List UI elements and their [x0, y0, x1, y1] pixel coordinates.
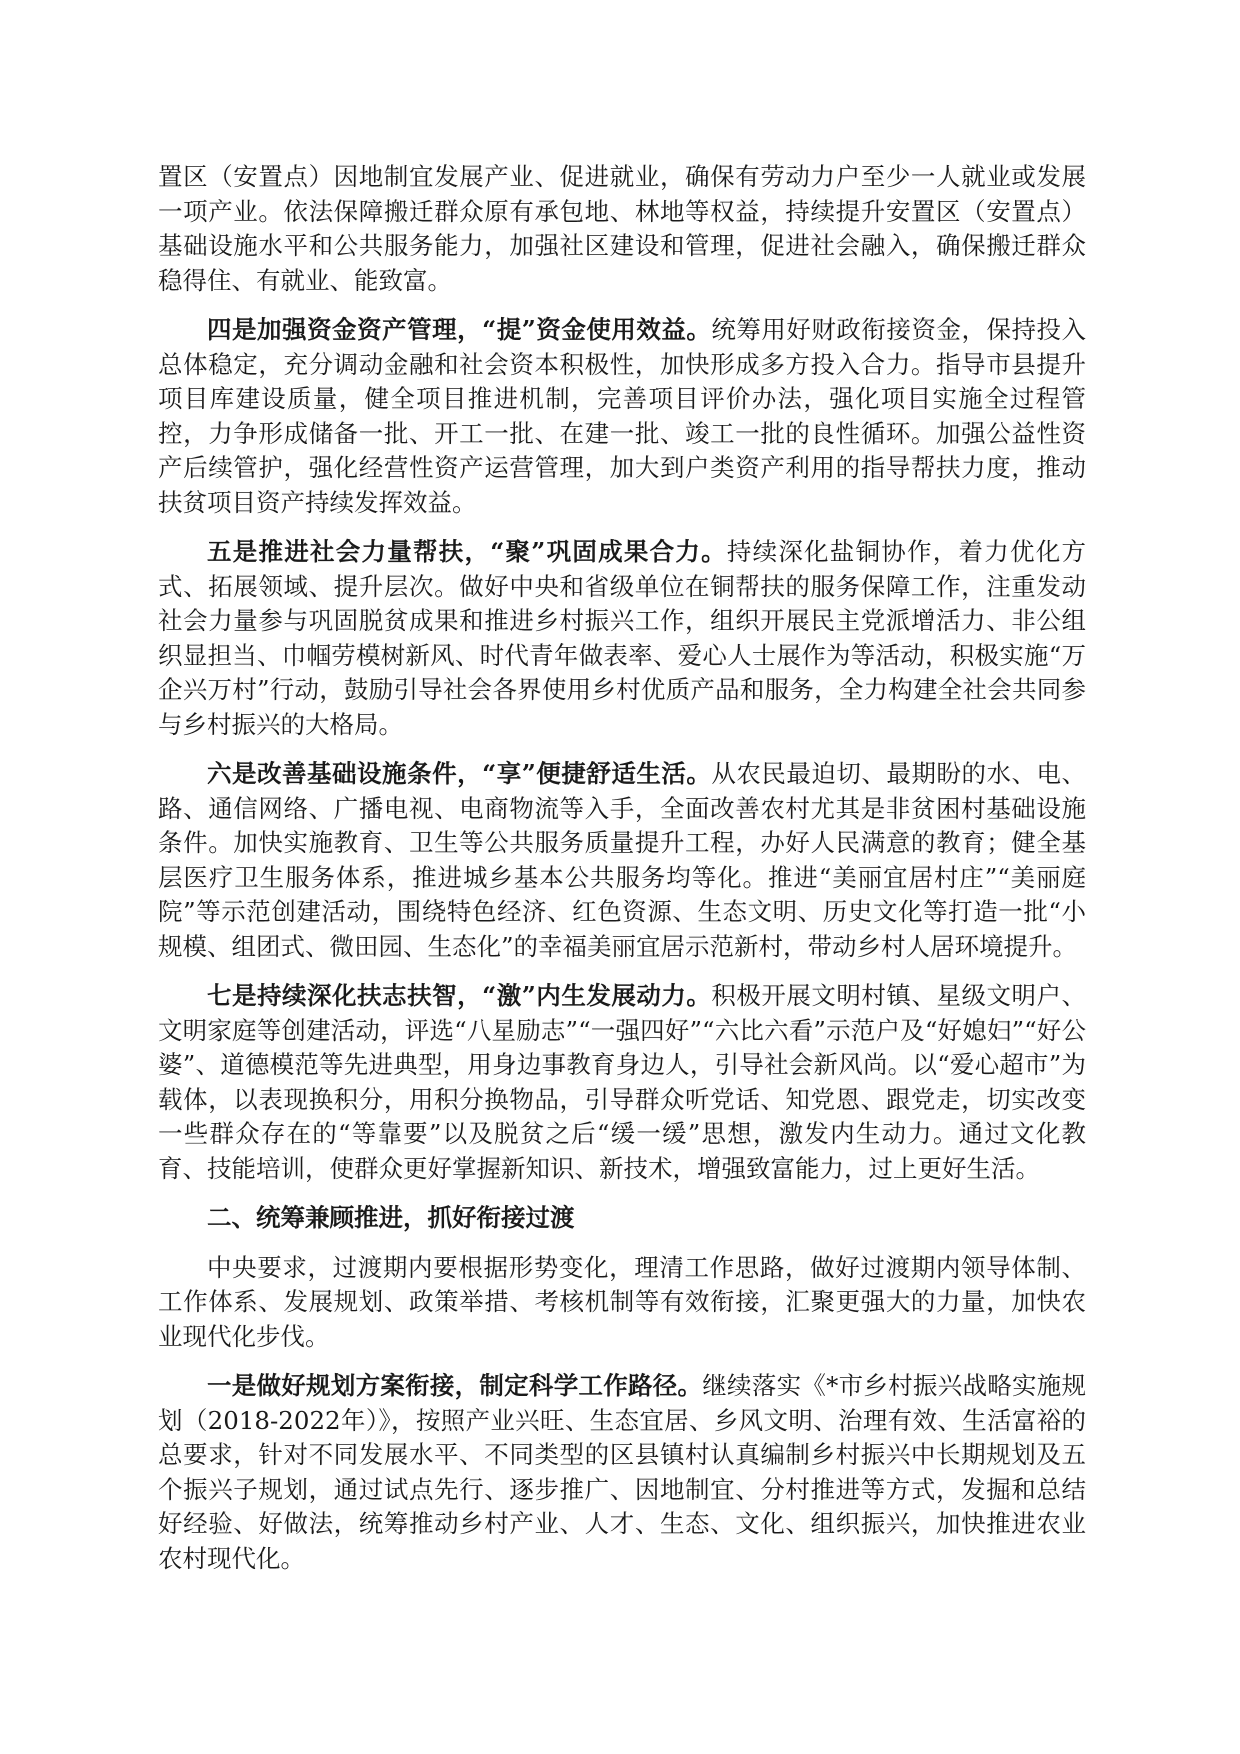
paragraph-point-four: [158, 313, 1086, 520]
paragraph-text: 从农民最迫切、最期盼的水、电、路、通信网络、广播电视、电商物流等入手，全面改善农村尤其是非贫困村基础设施条件。加快实施教育、卫生等公共服务质量提升工程，办好人民满意的教育；健全基层医疗卫生服务体系，推进城乡基本公共服务均等化。推进“美丽宜居村庄”“美丽庭院”等示范创建活动，围绕特色经济、红色资源、生态文明、历史文化等打造一批“小规模、组团式、微田园、生态化”的幸福美丽宜居示范新村，带动乡村人居环境提升。: [158, 759, 1086, 961]
paragraph-section-intro: [158, 1251, 1086, 1355]
document-page: [158, 160, 1086, 1591]
paragraph-lead: 一是做好规划方案衔接，制定科学工作路径。: [207, 1371, 703, 1400]
paragraph-text: 统筹用好财政衔接资金，保持投入总体稳定，充分调动金融和社会资本积极性，加快形成多方投入合力。指导市县提升项目库建设质量，健全项目推进机制，完善项目评价办法，强化项目实施全过程管控，力争形成储备一批、开工一批、在建一批、竣工一批的良性循环。加强公益性资产后续管护，强化经营性资产运营管理，加大到户类资产利用的指导帮扶力度，推动扶贫项目资产持续发挥效益。: [158, 315, 1086, 517]
paragraph-text: 持续深化盐铜协作，着力优化方式、拓展领域、提升层次。做好中央和省级单位在铜帮扶的服务保障工作，注重发动社会力量参与巩固脱贫成果和推进乡村振兴工作，组织开展民主党派增活力、非公组织显担当、巾帼劳模树新风、时代青年做表率、爱心人士展作为等活动，积极实施“万企兴万村”行动，鼓励引导社会各界使用乡村优质产品和服务，全力构建全社会共同参与乡村振兴的大格局。: [158, 537, 1087, 739]
paragraph-lead: 四是加强资金资产管理，“提”资金使用效益。: [207, 315, 712, 344]
paragraph-lead: 七是持续深化扶志扶智，“激”内生发展动力。: [207, 981, 712, 1010]
section-heading: 二、统筹兼顾推进，抓好衔接过渡: [207, 1203, 575, 1232]
paragraph-lead: 六是改善基础设施条件，“享”便捷舒适生活。: [207, 759, 712, 788]
paragraph-lead: 五是推进社会力量帮扶，“聚”巩固成果合力。: [207, 537, 727, 566]
paragraph-text: 置区（安置点）因地制宜发展产业、促进就业，确保有劳动力户至少一人就业或发展一项产业。依法保障搬迁群众原有承包地、林地等权益，持续提升安置区（安置点）基础设施水平和公共服务能力，加强社区建设和管理，促进社会融入，确保搬迁群众稳得住、有就业、能致富。: [158, 162, 1086, 295]
paragraph-text: 积极开展文明村镇、星级文明户、文明家庭等创建活动，评选“八星励志”“一强四好”“六比六看”示范户及“好媳妇”“好公婆”、道德模范等先进典型，用身边事教育身边人，引导社会新风尚。以“爱心超市”为载体，以表现换积分，用积分换物品，引导群众听党话、知党恩、跟党走，切实改变一些群众存在的“等靠要”以及脱贫之后“缓一缓”思想，激发内生动力。通过文化教育、技能培训，使群众更好掌握新知识、新技术，增强致富能力，过上更好生活。: [158, 981, 1086, 1183]
paragraph-point-seven: [158, 979, 1086, 1186]
paragraph-point-six: [158, 757, 1086, 964]
paragraph-section-item-one: [158, 1369, 1086, 1576]
paragraph-text: 继续落实《*市乡村振兴战略实施规划（2018-2022年）》，按照产业兴旺、生态宜居、乡风文明、治理有效、生活富裕的总要求，针对不同发展水平、不同类型的区县镇村认真编制乡村振兴中长期规划及五个振兴子规划，通过试点先行、逐步推广、因地制宜、分村推进等方式，发掘和总结好经验、好做法，统筹推动乡村产业、人才、生态、文化、组织振兴，加快推进农业农村现代化。: [158, 1371, 1087, 1573]
paragraph-resettlement: [158, 160, 1086, 298]
paragraph-text: 中央要求，过渡期内要根据形势变化，理清工作思路，做好过渡期内领导体制、工作体系、发展规划、政策举措、考核机制等有效衔接，汇聚更强大的力量，加快农业现代化步伐。: [158, 1252, 1086, 1351]
paragraph-point-five: [158, 535, 1086, 742]
